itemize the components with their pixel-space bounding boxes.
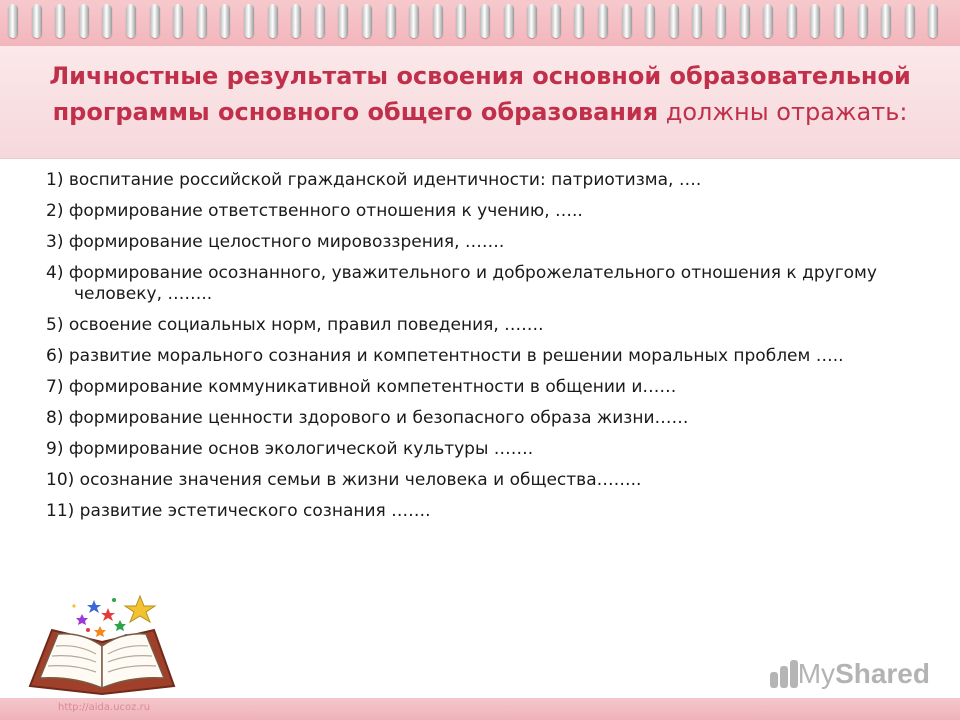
binding-ring: [622, 4, 632, 38]
binding-ring: [8, 4, 18, 38]
binding-ring: [291, 4, 301, 38]
list-item: 4) формирование осознанного, уважительного и доброжелательного отношения к другому человеку, ……..: [46, 263, 877, 304]
binding-ring: [150, 4, 160, 38]
binding-ring: [409, 4, 419, 38]
binding-ring: [763, 4, 773, 38]
binding-ring: [834, 4, 844, 38]
list-item: 6) развитие морального сознания и компетентности в решении моральных проблем …..: [46, 346, 844, 366]
list-item: 3) формирование целостного мировоззрения, …….: [46, 232, 505, 252]
binding-ring: [740, 4, 750, 38]
list-item: 5) освоение социальных норм, правил поведения, …….: [46, 315, 544, 335]
results-list: [46, 170, 906, 532]
binding-ring: [787, 4, 797, 38]
binding-ring: [55, 4, 65, 38]
binding-ring: [220, 4, 230, 38]
binding-ring: [433, 4, 443, 38]
binding-ring: [810, 4, 820, 38]
binding-ring: [480, 4, 490, 38]
list-item: 10) осознание значения семьи в жизни человека и общества……..: [46, 470, 642, 490]
binding-ring: [197, 4, 207, 38]
title-bold-part: Личностные результаты освоения основной образовательной программы основного общего образования: [49, 62, 911, 126]
binding-ring: [126, 4, 136, 38]
binding-ring: [598, 4, 608, 38]
binding-ring: [102, 4, 112, 38]
binding-ring: [551, 4, 561, 38]
binding-rings: [8, 0, 952, 46]
binding-ring: [858, 4, 868, 38]
slide-title: [0, 58, 960, 130]
binding-ring: [386, 4, 396, 38]
binding-ring: [338, 4, 348, 38]
binding-ring: [315, 4, 325, 38]
myshared-logo-icon: [770, 660, 792, 688]
binding-ring: [716, 4, 726, 38]
list-item: 2) формирование ответственного отношения к учению, …..: [46, 201, 583, 221]
binding-ring: [905, 4, 915, 38]
book-stars-icon: [22, 590, 182, 696]
binding-ring: [173, 4, 183, 38]
title-normal-part: должны отражать:: [665, 98, 908, 126]
binding-ring: [527, 4, 537, 38]
footer-url: http://aida.ucoz.ru: [58, 702, 151, 713]
logo-suffix: Shared: [835, 658, 930, 689]
binding-ring: [881, 4, 891, 38]
myshared-logo: [770, 654, 930, 694]
binding-ring: [669, 4, 679, 38]
binding-ring: [362, 4, 372, 38]
binding-ring: [79, 4, 89, 38]
logo-text: [798, 658, 930, 690]
list-item: 8) формирование ценности здорового и безопасного образа жизни……: [46, 408, 689, 428]
binding-ring: [574, 4, 584, 38]
list-item: 9) формирование основ экологической культуры …….: [46, 439, 534, 459]
binding-ring: [244, 4, 254, 38]
list-item: 11) развитие эстетического сознания …….: [46, 501, 431, 521]
binding-ring: [504, 4, 514, 38]
logo-prefix: My: [797, 658, 836, 689]
list-item: 7) формирование коммуникативной компетентности в общении и……: [46, 377, 677, 397]
binding-ring: [928, 4, 938, 38]
binding-ring: [32, 4, 42, 38]
binding-ring: [456, 4, 466, 38]
notebook-binding: [0, 0, 960, 47]
binding-ring: [268, 4, 278, 38]
binding-ring: [692, 4, 702, 38]
binding-ring: [645, 4, 655, 38]
list-item: 1) воспитание российской гражданской идентичности: патриотизма, ….: [46, 170, 702, 190]
